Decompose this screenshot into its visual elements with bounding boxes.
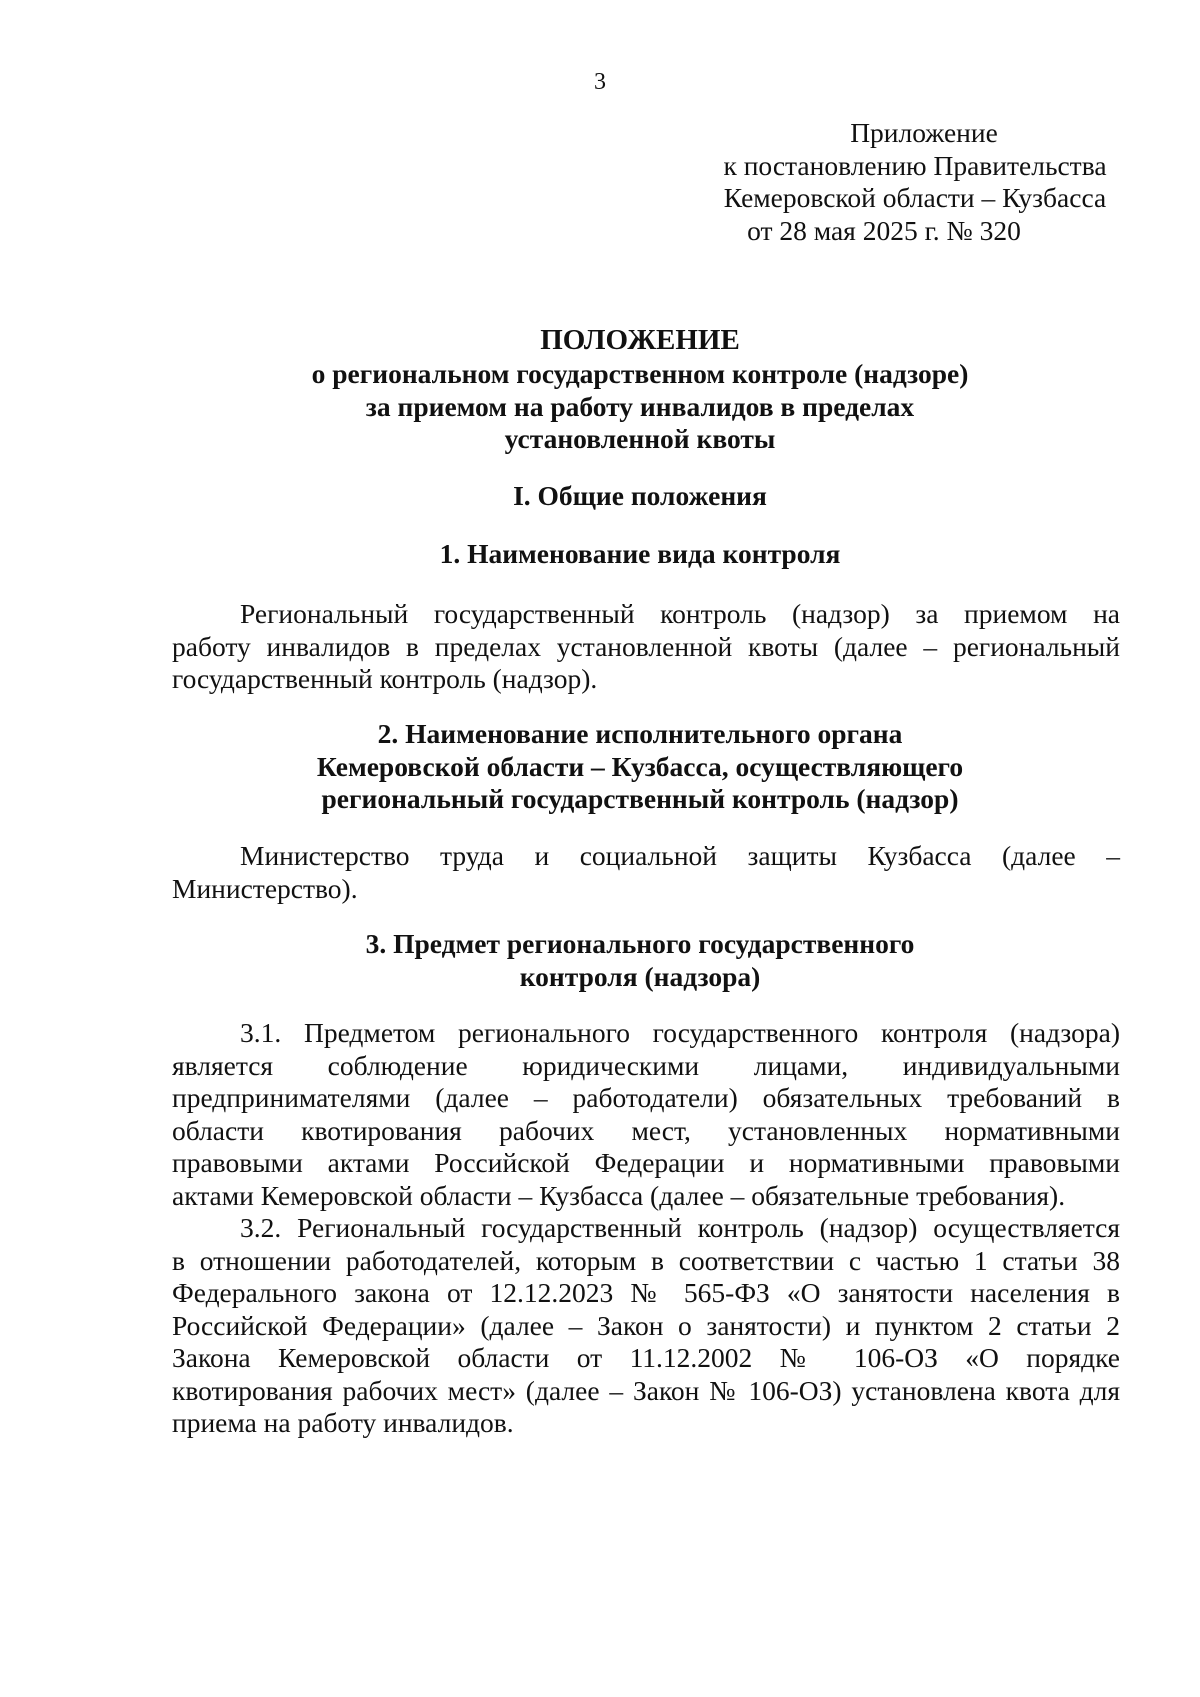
paragraph-line: актами Кемеровской области – Кузбасса (далее – обязательные требования). (172, 1179, 1066, 1211)
paragraph-line: приема на работу инвалидов. (172, 1407, 514, 1438)
title-line: установленной квоты (504, 423, 776, 454)
paragraph-line: Министерство). (172, 872, 358, 904)
title-line: о региональном государственном контроле (надзоре) (311, 358, 969, 389)
heading-line: контроля (надзора) (519, 960, 761, 992)
paragraph-line: предпринимателями (далее – работодатели) обязательных требований в (172, 1082, 1120, 1113)
paragraph-2 (172, 840, 1120, 905)
paragraph-line: квотирования рабочих мест» (далее – Закон № 106-ОЗ) установлена квота для (172, 1374, 1120, 1406)
heading-line: 2. Наименование исполнительного органа (377, 718, 903, 749)
appendix-line: Кемеровской области – Кузбасса (723, 182, 1107, 213)
heading-line: 1. Наименование вида контроля (439, 538, 841, 569)
appendix-line: от 28 мая 2025 г. № 320 (747, 214, 1021, 246)
paragraph-line: Региональный государственный контроль (надзор) за приемом на (240, 598, 1120, 629)
paragraph-3-1 (172, 1017, 1120, 1212)
paragraph-line: области квотирования рабочих мест, установленных нормативными (172, 1114, 1120, 1146)
paragraph-1 (172, 598, 1120, 696)
subsection-heading-3 (160, 928, 1120, 993)
paragraph-line: Федерального закона от 12.12.2023 № 565-ФЗ «О занятости населения в (172, 1277, 1120, 1308)
appendix-line: к постановлению Правительства (723, 149, 1107, 181)
paragraph-line: правовыми актами Российской Федерации и нормативными правовыми (172, 1147, 1120, 1178)
paragraph-line: в отношении работодателей, которым в соответствии с частью 1 статьи 38 (172, 1244, 1120, 1276)
paragraph-line: 3.1. Предметом регионального государственного контроля (надзора) (240, 1017, 1120, 1048)
paragraph-line: является соблюдение юридическими лицами, индивидуальными (172, 1049, 1120, 1081)
page-number: 3 (594, 69, 606, 95)
paragraph-line: Закона Кемеровской области от 11.12.2002 № 106-ОЗ «О порядке (172, 1342, 1120, 1373)
subsection-heading-2 (160, 718, 1120, 816)
appendix-block (700, 117, 1130, 247)
appendix-line: Приложение (850, 117, 998, 148)
paragraph-line: Российской Федерации» (далее – Закон о занятости) и пунктом 2 статьи 2 (172, 1309, 1120, 1341)
title-line: за приемом на работу инвалидов в пределах (365, 390, 915, 422)
paragraph-line: государственный контроль (надзор). (172, 663, 598, 694)
heading-line: Кемеровской области – Кузбасса, осуществляющего (316, 750, 964, 782)
document-title (160, 325, 1120, 456)
paragraph-line: 3.2. Региональный государственный контроль (надзор) осуществляется (240, 1212, 1120, 1243)
section-heading (160, 480, 1120, 513)
heading-line: 3. Предмет регионального государственного (365, 928, 915, 959)
paragraph-line: работу инвалидов в пределах установленной квоты (далее – региональный (172, 630, 1120, 662)
subsection-heading-1 (160, 538, 1120, 571)
paragraph-line: Министерство труда и социальной защиты Кузбасса (далее – (240, 840, 1120, 871)
section-heading-text: I. Общие положения (513, 480, 767, 511)
heading-line: региональный государственный контроль (надзор) (321, 783, 959, 814)
paragraph-3-2 (172, 1212, 1120, 1440)
title-main: ПОЛОЖЕНИЕ (540, 324, 740, 356)
